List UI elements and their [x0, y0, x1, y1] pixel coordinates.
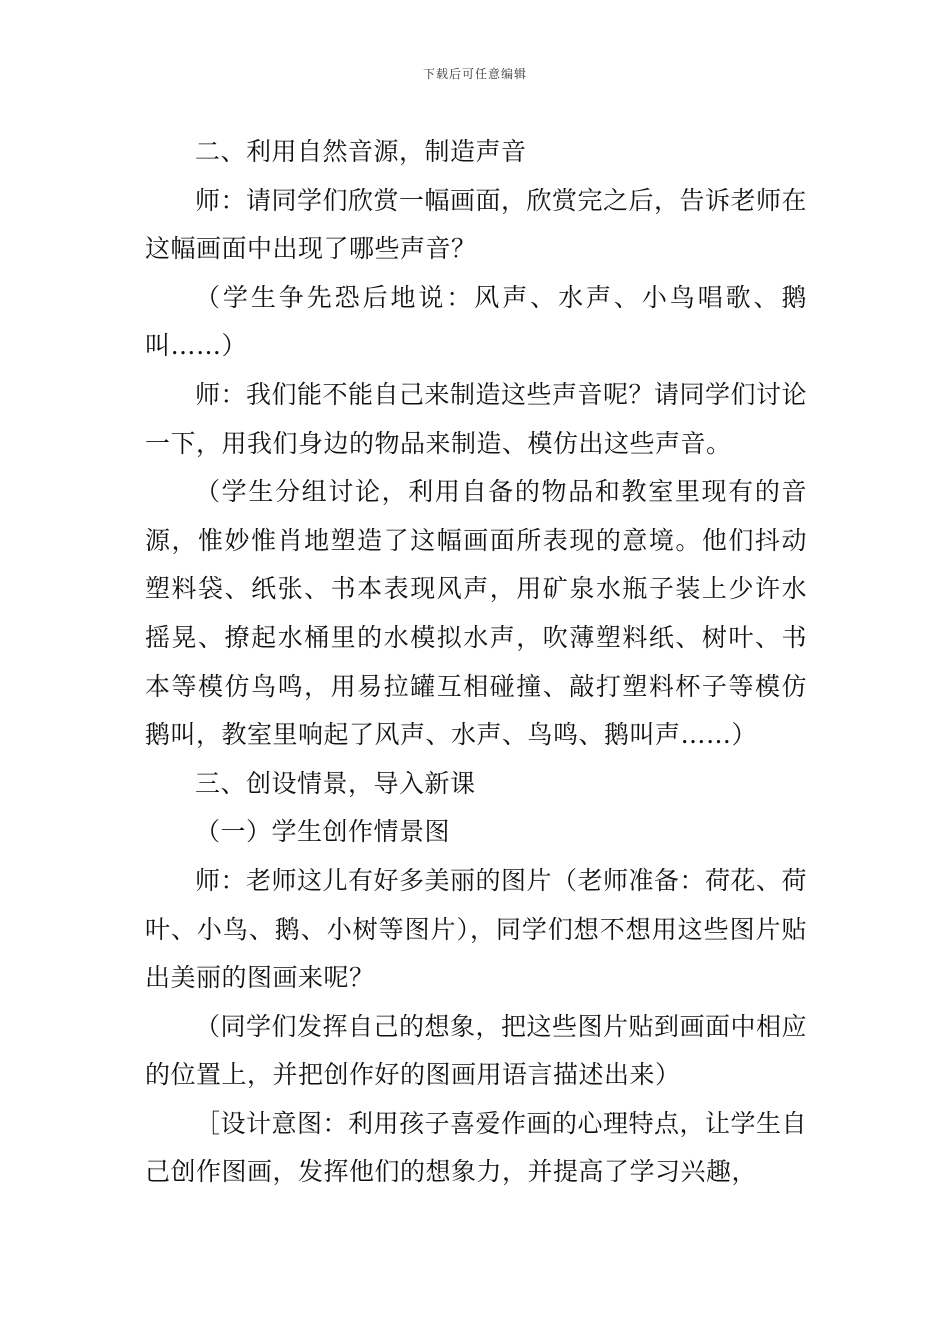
- teacher-line: 师：老师这儿有好多美丽的图片（老师准备：荷花、荷叶、小鸟、鹅、小树等图片），同学们想不想用这些图片贴出美丽的图画来呢？: [145, 865, 808, 993]
- page-header: 下载后可任意编辑: [422, 67, 527, 81]
- student-activity: （同学们发挥自己的想象，把这些图片贴到画面中相应的位置上，并把创作好的图画用语言描述出来）: [145, 1011, 808, 1090]
- subsection-heading: （一）学生创作情景图: [195, 817, 451, 847]
- student-response: （学生争先恐后地说：风声、水声、小鸟唱歌、鹅叫……）: [145, 282, 807, 361]
- teacher-line: 师：我们能不能自己来制造这些声音呢？请同学们讨论一下，用我们身边的物品来制造、模仿出这些声音。: [145, 379, 808, 458]
- section-heading-3: 三、创设情景，导入新课: [195, 768, 476, 798]
- design-intent: ［设计意图：利用孩子喜爱作画的心理特点，让学生自己创作图画，发挥他们的想象力，并提高了学习兴趣，: [145, 1108, 808, 1187]
- teacher-line: 师：请同学们欣赏一幅画面，欣赏完之后，告诉老师在这幅画面中出现了哪些声音？: [145, 185, 808, 264]
- document-body: [145, 128, 807, 1197]
- student-activity: （学生分组讨论，利用自备的物品和教室里现有的音源，惟妙惟肖地塑造了这幅画面所表现的意境。他们抖动塑料袋、纸张、书本表现风声，用矿泉水瓶子装上少许水摇晃、撩起水桶里的水模拟水声，吹薄塑料纸、树叶、书本等模仿鸟鸣，用易拉罐互相碰撞、敲打塑料杯子等模仿鹅叫，教室里响起了风声、水声、鸟鸣、鹅叫声……）: [145, 477, 807, 750]
- section-heading-2: 二、利用自然音源，制造声音: [195, 137, 527, 166]
